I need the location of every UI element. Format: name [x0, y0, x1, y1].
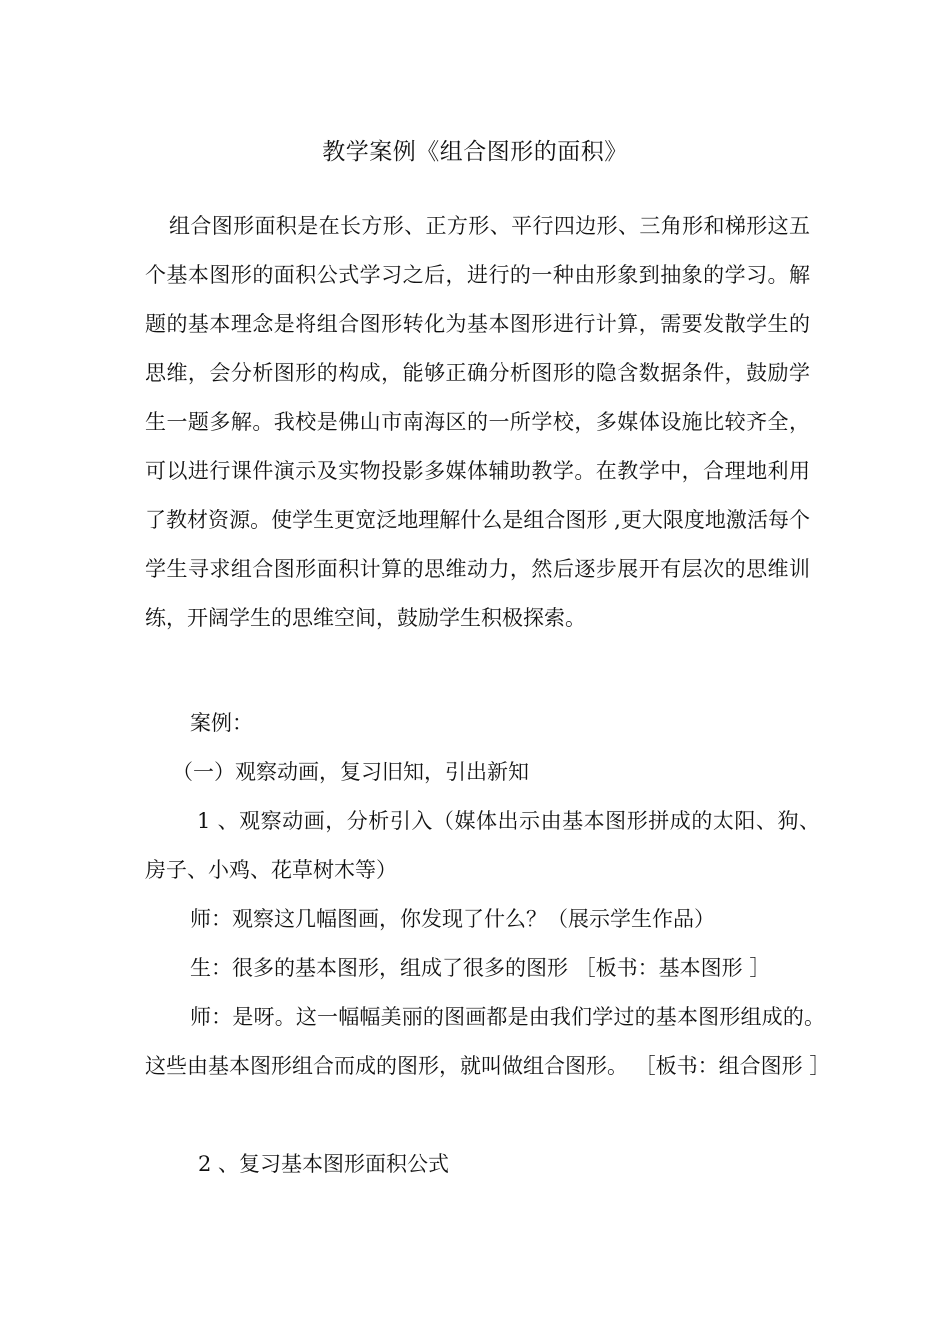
teacher-line-1: 师：观察这几幅图画，你发现了什么？（展示学生作品） — [190, 907, 715, 931]
section-heading: （一）观察动画，复习旧知，引出新知 — [172, 760, 529, 784]
document-title: 教学案例《组合图形的面积》 — [322, 139, 628, 165]
case-label: 案例： — [190, 711, 253, 735]
intro-paragraph: 组合图形面积是在长方形、正方形、平行四边形、三角形和梯形这五个基本图形的面积公式学习之后，进行的一种由形象到抽象的学习。解题的基本理念是将组合图形转化为基本图形进行计算，需要发散学生的思维，会分析图形的构成，能够正确分析图形的隐含数据条件，鼓励学生一题多解。我校是佛山市南海区的一所学校，多媒体设施比较齐全，可以进行课件演示及实物投影多媒体辅助教学。在教学中，合理地利用了教材资源。使学生更宽泛地理解什么是组合图形 ,更大限度地激活每个学生寻求组合图形面积计算的思维动力，然后逐步展开有层次的思维训练，开阔学生的思维空间，鼓励学生积极探索。 — [145, 214, 810, 630]
student-line-1: 生：很多的基本图形，组成了很多的图形 ［板书：基本图形 ］ — [190, 956, 771, 980]
teacher-paragraph-2: 师：是呀。这一幅幅美丽的图画都是由我们学过的基本图形组成的。这些由基本图形组合而成的图形，就叫做组合图形。 ［板书：组合图形 ］ — [145, 1005, 831, 1078]
item-1-paragraph: 1 、观察动画，分析引入（媒体出示由基本图形拼成的太阳、狗、房子、小鸡、花草树木等） — [145, 809, 820, 882]
item-2-heading: 2 、复习基本图形面积公式 — [198, 1152, 450, 1176]
